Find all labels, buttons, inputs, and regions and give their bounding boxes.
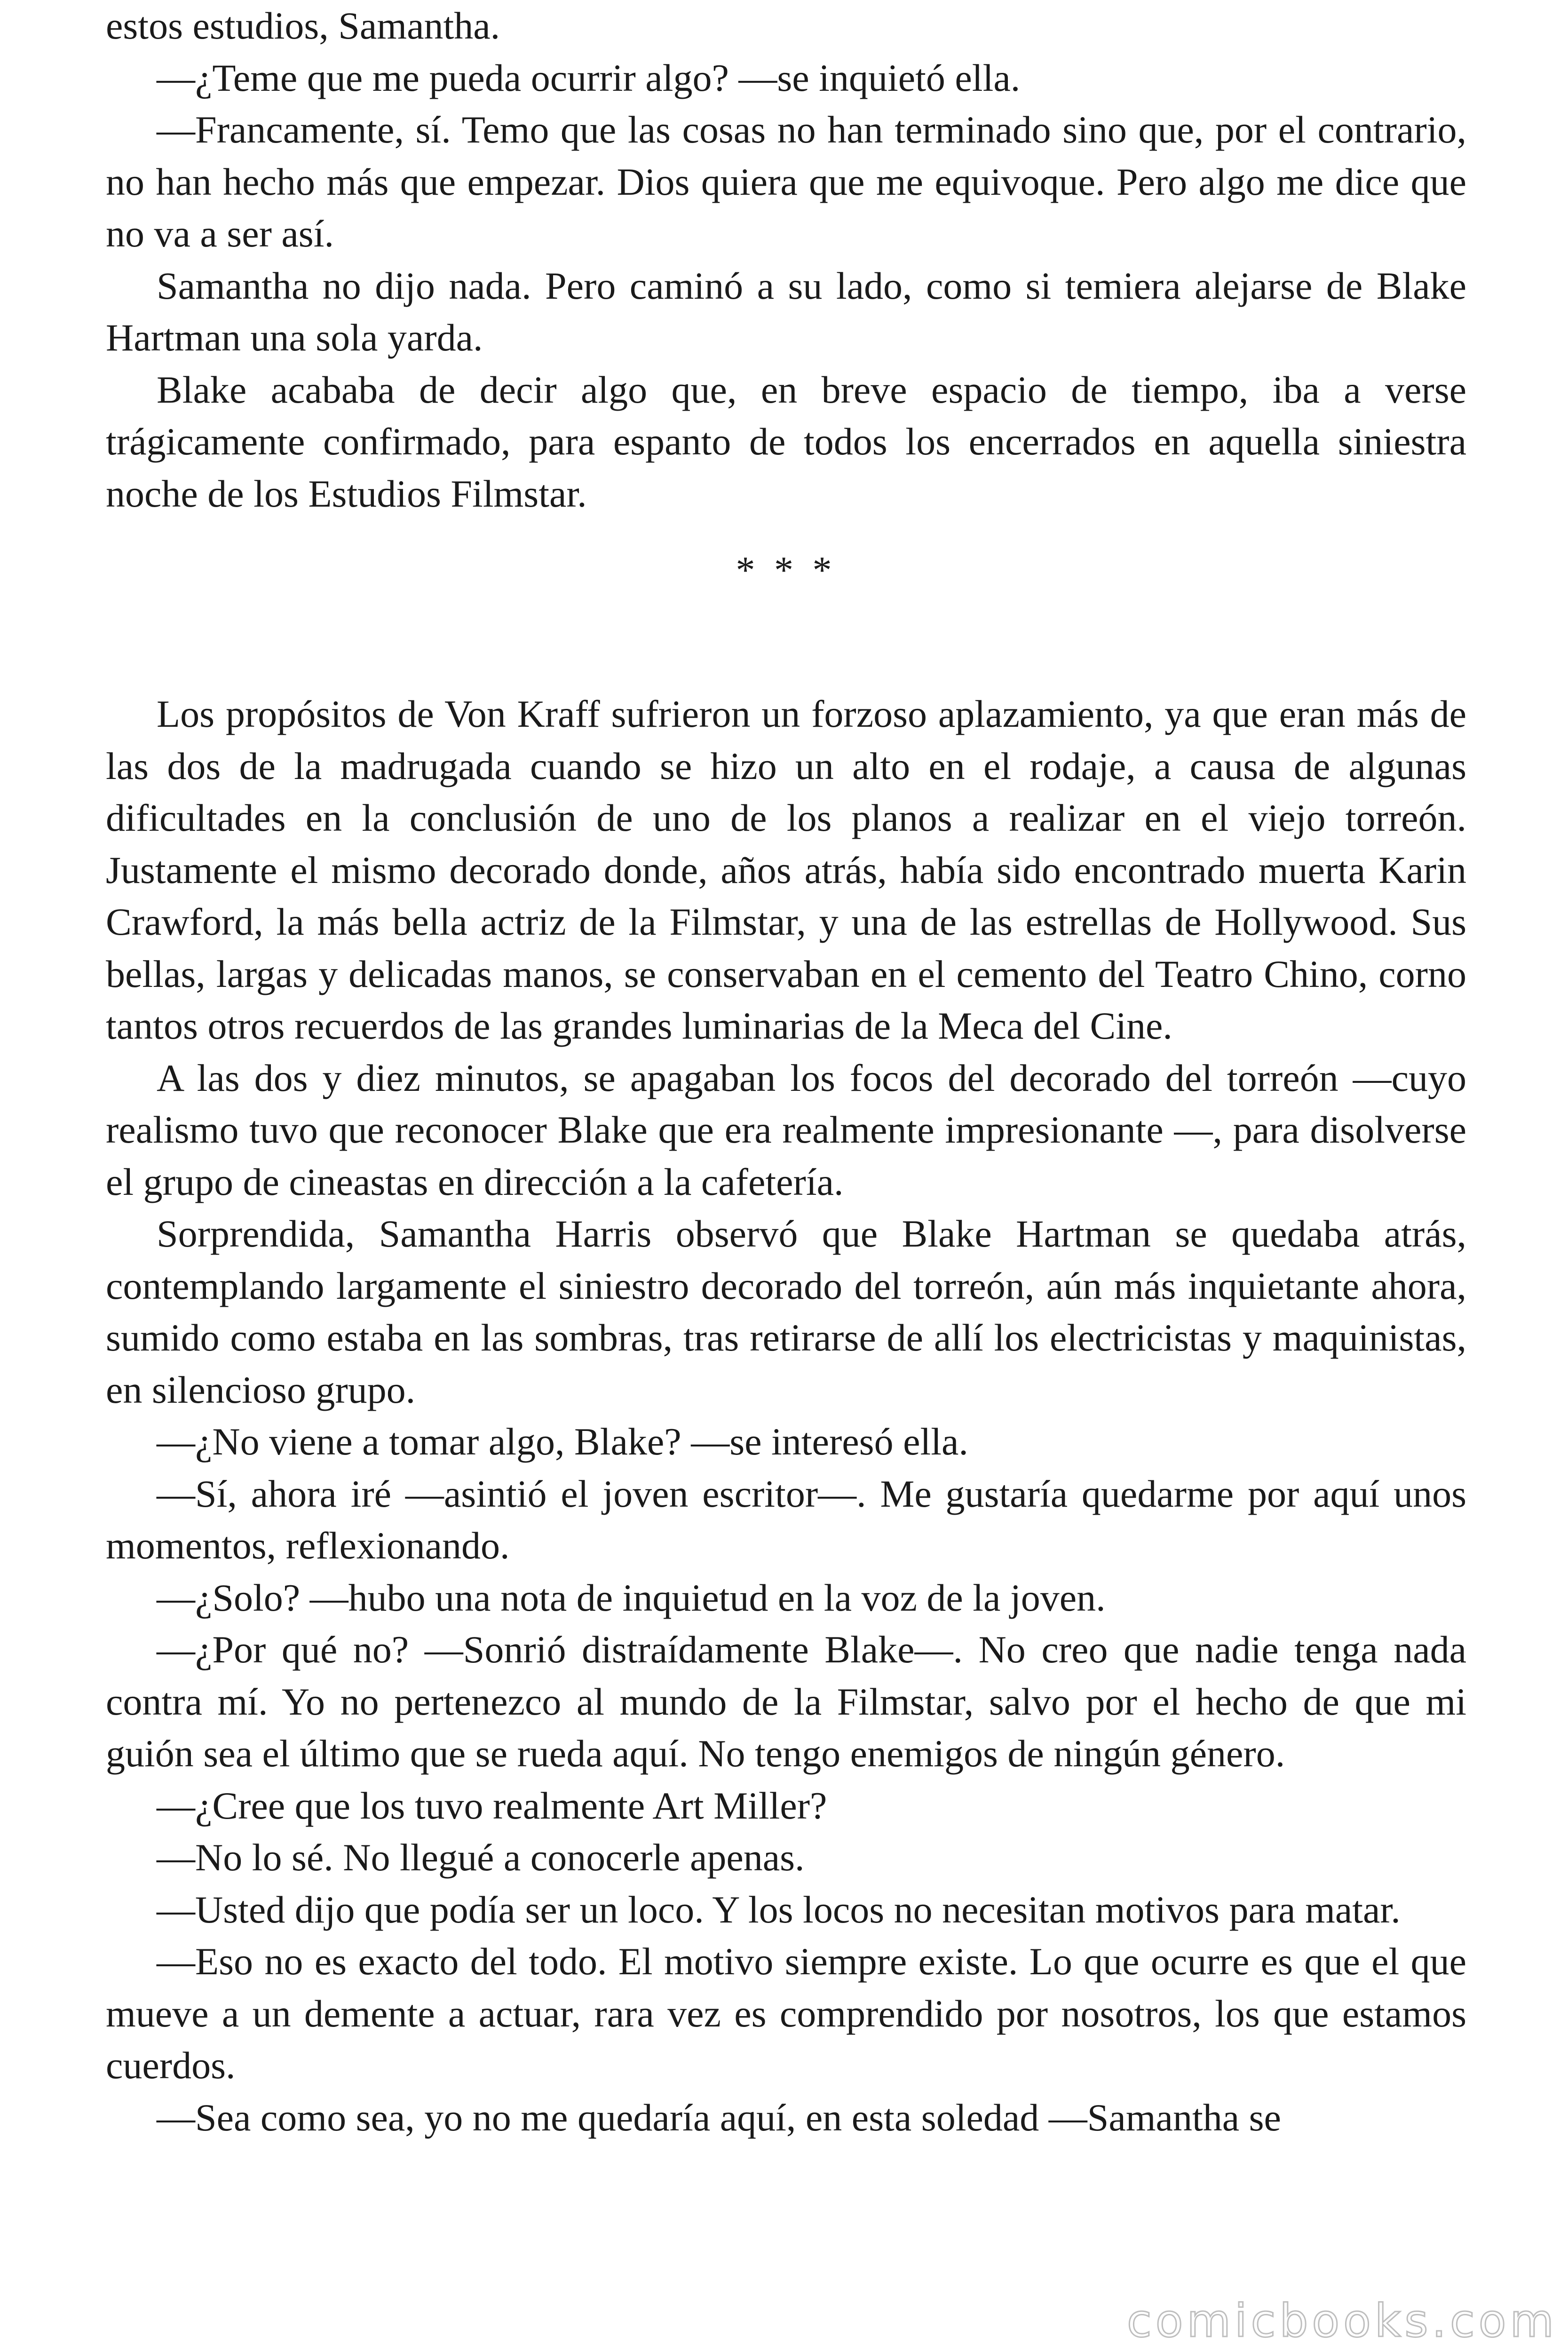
paragraph: Los propósitos de Von Kraff sufrieron un forzoso aplazamiento, ya que eran más de las dos de la madrugada cuando se hizo un alto en el rodaje, a causa de algunas dificultades en la conclusión de uno de los planos a realizar en el viejo torreón. Justamente el mismo decorado donde, años atrás, había sido encontrado muerta Karin Crawford, la más bella actriz de la Filmstar, y una de las estrellas de Hollywood. Sus bellas, largas y delicadas manos, se conservaban en el cemento del Teatro Chino, corno tantos otros recuerdos de las grandes luminarias de la Meca del Cine. <box>106 692 1466 1047</box>
paragraph: —Usted dijo que podía ser un loco. Y los locos no necesitan motivos para matar. <box>157 1888 1401 1931</box>
spacer <box>106 520 1466 544</box>
paragraph: —¿No viene a tomar algo, Blake? —se interesó ella. <box>157 1420 968 1463</box>
paragraph: —¿Solo? —hubo una nota de inquietud en la voz de la joven. <box>157 1576 1106 1619</box>
book-page <box>106 0 1466 2144</box>
paragraph: —¿Teme que me pueda ocurrir algo? —se inquietó ella. <box>157 56 1021 99</box>
watermark: comicbooks.com <box>1126 2295 1558 2347</box>
text-section-top <box>106 0 1466 520</box>
paragraph: —No lo sé. No llegué a conocerle apenas. <box>157 1836 805 1879</box>
paragraph: —¿Cree que los tuvo realmente Art Miller? <box>157 1784 827 1827</box>
paragraph: —Eso no es exacto del todo. El motivo siempre existe. Lo que ocurre es que el que mueve a un demente a actuar, rara vez es comprendido por nosotros, los que estamos cuerdos. <box>106 1940 1466 2087</box>
text-section-bottom <box>106 688 1466 2144</box>
paragraph-continuation: estos estudios, Samantha. <box>106 4 500 47</box>
paragraph: —Sí, ahora iré —asintió el joven escritor—. Me gustaría quedarme por aquí unos momentos, reflexionando. <box>106 1472 1466 1567</box>
paragraph: Samantha no dijo nada. Pero caminó a su lado, como si temiera alejarse de Blake Hartman una sola yarda. <box>106 264 1466 359</box>
paragraph: —¿Por qué no? —Sonrió distraídamente Blake—. No creo que nadie tenga nada contra mí. Yo no pertenezco al mundo de la Filmstar, salvo por el hecho de que mi guión sea el último que se rueda aquí. No tengo enemigos de ningún género. <box>106 1628 1466 1775</box>
paragraph: Blake acababa de decir algo que, en breve espacio de tiempo, iba a verse trágicamente confirmado, para espanto de todos los encerrados en aquella siniestra noche de los Estudios Filmstar. <box>106 368 1466 515</box>
paragraph: Sorprendida, Samantha Harris observó que Blake Hartman se quedaba atrás, contemplando largamente el siniestro decorado del torreón, aún más inquietante ahora, sumido como estaba en las sombras, tras retirarse de allí los electricistas y maquinistas, en silencioso grupo. <box>106 1212 1466 1411</box>
paragraph: —Francamente, sí. Temo que las cosas no han terminado sino que, por el contrario, no han hecho más que empezar. Dios quiera que me equivoque. Pero algo me dice que no va a ser así. <box>106 108 1466 255</box>
section-separator: * * * <box>736 548 837 591</box>
paragraph: —Sea como sea, yo no me quedaría aquí, en esta soledad —Samantha se <box>157 2096 1281 2139</box>
spacer <box>106 596 1466 688</box>
paragraph: A las dos y diez minutos, se apagaban los focos del decorado del torreón —cuyo realismo tuvo que reconocer Blake que era realmente impresionante —, para disolverse el grupo de cineastas en dirección a la cafetería. <box>106 1056 1466 1203</box>
